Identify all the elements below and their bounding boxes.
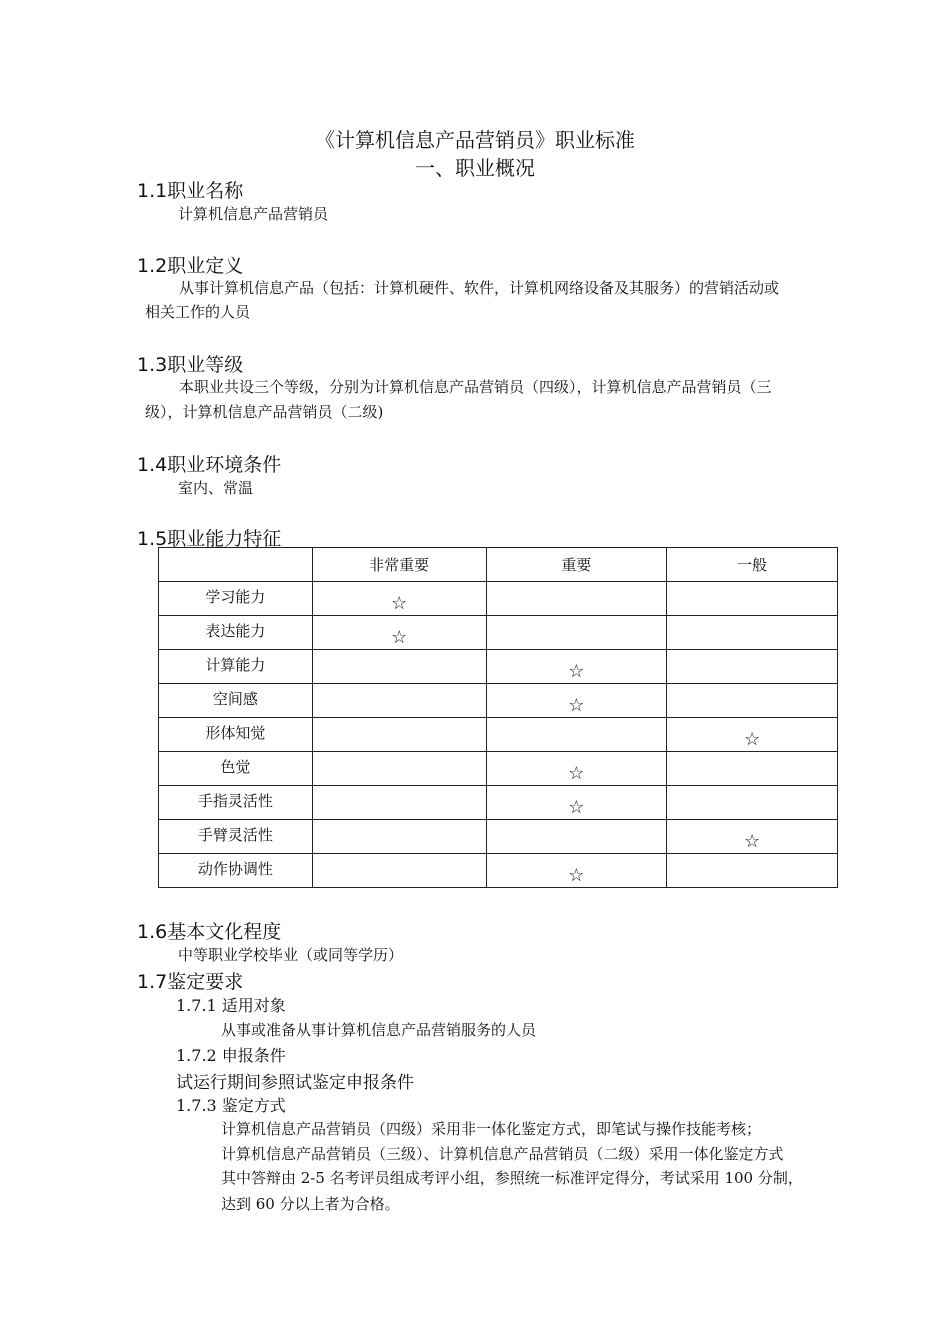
empty-cell <box>667 786 838 820</box>
header-cell-very-important: 非常重要 <box>312 548 486 582</box>
heading-1-4: 1.4职业环境条件 <box>137 454 282 476</box>
ability-label: 空间感 <box>159 684 313 718</box>
education-text: 中等职业学校毕业（或同等学历） <box>178 946 404 964</box>
definition-line-1: 从事计算机信息产品（包括：计算机硬件、软件，计算机网络设备及其服务）的营销活动或 <box>179 279 780 297</box>
empty-cell <box>312 786 486 820</box>
document-title: 《计算机信息产品营销员》职业标准 <box>315 128 635 152</box>
empty-cell <box>486 582 667 616</box>
empty-cell <box>312 752 486 786</box>
empty-cell <box>486 616 667 650</box>
star-icon: ☆ <box>486 854 667 888</box>
empty-cell <box>312 650 486 684</box>
heading-1-7-1: 1.7.1 适用对象 <box>176 996 286 1015</box>
job-name-text: 计算机信息产品营销员 <box>178 205 329 223</box>
ability-label: 手指灵活性 <box>159 786 313 820</box>
empty-cell <box>667 582 838 616</box>
star-icon: ☆ <box>667 820 838 854</box>
header-cell-general: 一般 <box>667 548 838 582</box>
table-row <box>159 650 838 684</box>
table-row <box>159 854 838 888</box>
ability-table <box>158 547 838 888</box>
heading-1-5: 1.5职业能力特征 <box>137 528 282 550</box>
method-line-2: 计算机信息产品营销员（三级）、计算机信息产品营销员（二级）采用一体化鉴定方式 <box>221 1145 784 1163</box>
environment-text: 室内、常温 <box>178 479 254 497</box>
heading-1-1: 1.1职业名称 <box>137 180 244 202</box>
method-line-4: 达到 60 分以上者为合格。 <box>221 1195 400 1213</box>
application-text: 试运行期间参照试鉴定申报条件 <box>176 1073 414 1093</box>
table-row <box>159 616 838 650</box>
empty-cell <box>312 718 486 752</box>
empty-cell <box>486 718 667 752</box>
table-row <box>159 684 838 718</box>
ability-label: 表达能力 <box>159 616 313 650</box>
ability-label: 手臂灵活性 <box>159 820 313 854</box>
star-icon: ☆ <box>486 650 667 684</box>
table-row <box>159 718 838 752</box>
ability-label: 形体知觉 <box>159 718 313 752</box>
star-icon: ☆ <box>312 616 486 650</box>
heading-1-7-3: 1.7.3 鉴定方式 <box>176 1096 286 1115</box>
method-line-3: 其中答辩由 2-5 名考评员组成考评小组，参照统一标准评定得分，考试采用 100 分制， <box>221 1169 803 1187</box>
ability-label: 学习能力 <box>159 582 313 616</box>
empty-cell <box>667 752 838 786</box>
heading-1-7-2: 1.7.2 申报条件 <box>176 1046 286 1065</box>
empty-cell <box>312 854 486 888</box>
definition-line-2: 相关工作的人员 <box>145 303 251 321</box>
empty-cell <box>667 650 838 684</box>
ability-label: 动作协调性 <box>159 854 313 888</box>
star-icon: ☆ <box>486 684 667 718</box>
chapter-title: 一、职业概况 <box>415 156 535 180</box>
grades-line-2: 级），计算机信息产品营销员（二级) <box>145 403 384 421</box>
empty-cell <box>667 684 838 718</box>
grades-line-1: 本职业共设三个等级，分别为计算机信息产品营销员（四级），计算机信息产品营销员（三 <box>179 378 772 396</box>
star-icon: ☆ <box>486 786 667 820</box>
empty-cell <box>312 684 486 718</box>
table-row <box>159 582 838 616</box>
table-row <box>159 820 838 854</box>
empty-cell <box>486 820 667 854</box>
star-icon: ☆ <box>667 718 838 752</box>
heading-1-3: 1.3职业等级 <box>137 354 244 376</box>
star-icon: ☆ <box>486 752 667 786</box>
table-header-row <box>159 548 838 582</box>
table-row <box>159 786 838 820</box>
ability-label: 色觉 <box>159 752 313 786</box>
header-cell-blank <box>159 548 313 582</box>
target-text: 从事或准备从事计算机信息产品营销服务的人员 <box>221 1021 537 1039</box>
heading-1-6: 1.6基本文化程度 <box>137 921 282 943</box>
empty-cell <box>667 616 838 650</box>
star-icon: ☆ <box>312 582 486 616</box>
header-cell-important: 重要 <box>486 548 667 582</box>
method-line-1: 计算机信息产品营销员（四级）采用非一体化鉴定方式，即笔试与操作技能考核； <box>221 1120 762 1138</box>
heading-1-2: 1.2职业定义 <box>137 255 244 277</box>
heading-1-7: 1.7鉴定要求 <box>137 971 244 993</box>
empty-cell <box>667 854 838 888</box>
empty-cell <box>312 820 486 854</box>
table-row <box>159 752 838 786</box>
ability-label: 计算能力 <box>159 650 313 684</box>
